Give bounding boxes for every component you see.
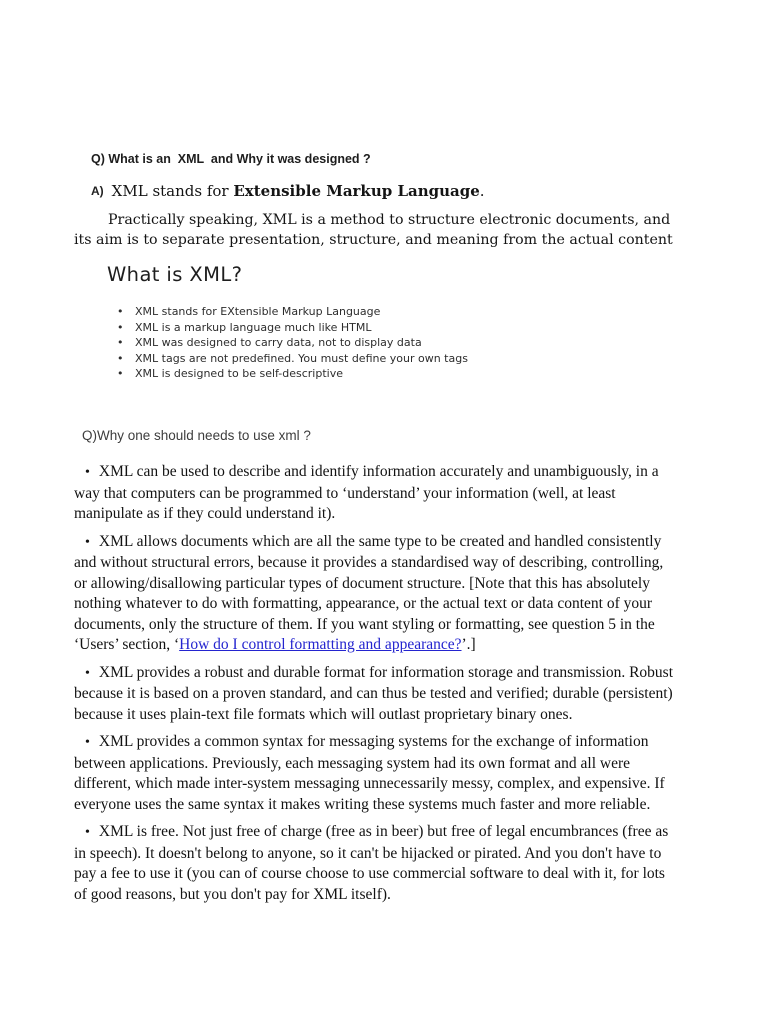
answer-paragraphs bbox=[74, 462, 680, 912]
paragraph-text-after-link: ’.] bbox=[461, 636, 476, 653]
bullet-paragraph-robust-durable bbox=[74, 663, 680, 726]
xml-facts-list bbox=[117, 304, 637, 382]
bullet-marker: • bbox=[85, 534, 90, 550]
bullet-marker: • bbox=[85, 465, 90, 480]
section-heading-what-is-xml: What is XML? bbox=[107, 263, 243, 286]
list-item-carry-data: • XML was designed to carry data, not to display data bbox=[117, 335, 637, 351]
answer-bold-term: Extensible Markup Language bbox=[233, 182, 480, 200]
answer-text: XML stands for bbox=[111, 182, 234, 200]
answer-prefix: A) bbox=[91, 184, 104, 198]
question-why-use-xml: Q)Why one should needs to use xml ? bbox=[82, 428, 311, 443]
list-item-markup-language: • XML is a markup language much like HTML bbox=[117, 320, 637, 336]
answer-period: . bbox=[479, 182, 485, 200]
bullet-paragraph-xml-is-free bbox=[74, 822, 680, 905]
formatting-appearance-link[interactable]: How do I control formatting and appearance? bbox=[179, 636, 462, 653]
intro-paragraph: Practically speaking, XML is a method to structure electronic documents, and its aim is to separate presentation, structure, and meaning from the actual content bbox=[74, 212, 673, 248]
bullet-paragraph-common-syntax bbox=[74, 732, 680, 815]
bullet-paragraph-describe-identify bbox=[74, 462, 680, 525]
list-item-xml-stands-for: • XML stands for EXtensible Markup Language bbox=[117, 304, 637, 320]
list-item-tags-not-predefined: • XML tags are not predefined. You must define your own tags bbox=[117, 351, 637, 367]
bullet-marker: • bbox=[85, 825, 90, 840]
paragraph-text: XML provides a robust and durable format for information storage and transmission. Robust because it is based on a proven standard, and can thus be tested and verified; durable (persistent) because it uses plain-text file formats which will outlast proprietary binary ones. bbox=[74, 663, 674, 723]
answer-line bbox=[91, 182, 485, 200]
bullet-marker: • bbox=[85, 665, 90, 681]
question-what-is-xml: Q) What is an XML and Why it was designed ? bbox=[91, 152, 371, 166]
paragraph-text: XML is free. Not just free of charge (free as in beer) but free of legal encumbrances (free as in speech). It doesn't belong to anyone, so it can't be hijacked or pirated. And you don't have to pay a fee to use it (you can of course choose to use commercial software to deal with it, for lots of good reasons, but you don't pay for XML itself). bbox=[74, 823, 669, 903]
paragraph-text: XML can be used to describe and identify information accurately and unambiguously, in a way that computers can be programmed to ‘understand’ your information (well, at least manipulate as if they could understand it). bbox=[74, 463, 659, 522]
list-item-self-descriptive: • XML is designed to be self-descriptive bbox=[117, 366, 637, 382]
paragraph-text-before-link: XML allows documents which are all the same type to be created and handled consistently and without structural errors, because it provides a standardised way of describing, controlling, or allowing/disallowing particular types of document structure. [Note that this has absolutely nothing whatever to do with formatting, appearance, or the actual text or data content of your documents, only the structure of them. If you want styling or formatting, see question 5 in the ‘Users’ section, ‘ bbox=[74, 532, 664, 653]
paragraph-text: XML provides a common syntax for messaging systems for the exchange of information between applications. Previously, each messaging system had its own format and all were different, which made inter-system messaging unnecessarily messy, complex, and expensive. If everyone uses the same syntax it makes writing these systems much faster and more reliable. bbox=[74, 733, 665, 813]
bullet-paragraph-consistent-documents bbox=[74, 532, 680, 656]
bullet-marker: • bbox=[85, 735, 90, 750]
